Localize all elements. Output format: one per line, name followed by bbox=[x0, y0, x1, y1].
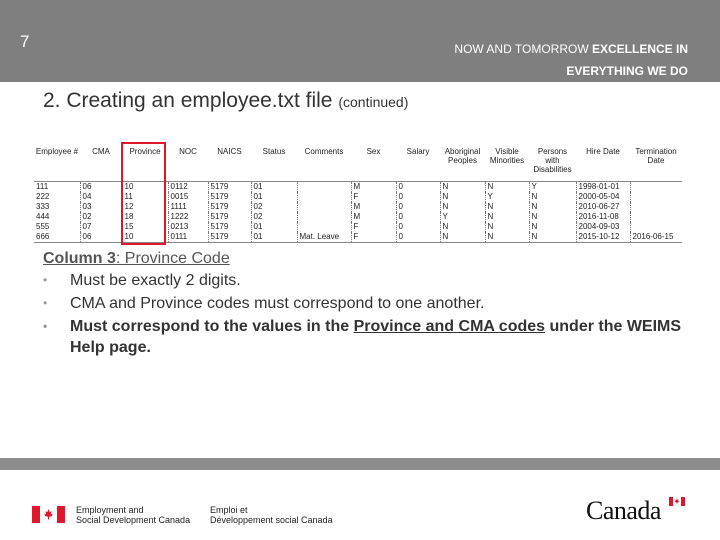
col-salary: Salary bbox=[396, 145, 440, 182]
cell: Y bbox=[440, 212, 485, 222]
canada-flag-icon bbox=[32, 506, 65, 523]
department-en-line1: Employment and bbox=[76, 505, 144, 515]
col-aboriginal: Aboriginal Peoples bbox=[440, 145, 485, 182]
col-termination-date: Termination Date bbox=[630, 145, 682, 182]
cell: 0 bbox=[396, 232, 440, 243]
tagline-bold: EXCELLENCE IN EVERYTHING WE DO bbox=[566, 42, 688, 78]
bullet-item bbox=[43, 316, 693, 358]
col-visible-minorities: Visible Minorities bbox=[485, 145, 529, 182]
tagline bbox=[388, 38, 688, 78]
bullet-dot-icon: • bbox=[43, 319, 48, 333]
cell: Mat. Leave bbox=[297, 232, 351, 243]
cell: Y bbox=[485, 192, 529, 202]
cell: 2015-10-12 bbox=[576, 232, 630, 243]
cell bbox=[630, 202, 682, 212]
cell: 02 bbox=[251, 202, 297, 212]
cell bbox=[297, 182, 351, 193]
col-province: Province bbox=[122, 145, 168, 182]
department-name-fr bbox=[210, 505, 333, 525]
cell: 0 bbox=[396, 182, 440, 193]
cell: F bbox=[351, 222, 396, 232]
bullet-dot-icon: • bbox=[43, 273, 48, 287]
slide-body bbox=[43, 250, 693, 358]
cell: F bbox=[351, 192, 396, 202]
col-cma: CMA bbox=[80, 145, 122, 182]
cell: 0213 bbox=[168, 222, 208, 232]
cell: 10 bbox=[122, 182, 168, 193]
cell: 15 bbox=[122, 222, 168, 232]
cell: 0015 bbox=[168, 192, 208, 202]
column-heading bbox=[43, 250, 693, 268]
cell: 2016-06-15 bbox=[630, 232, 682, 243]
canada-wordmark: Canada bbox=[586, 496, 661, 525]
province-cma-codes-link[interactable]: Province and CMA codes bbox=[353, 318, 546, 335]
bullet-text: CMA and Province codes must correspond to one another. bbox=[70, 295, 485, 312]
cell: 03 bbox=[80, 202, 122, 212]
bullet-text-pre: Must correspond to the values in the bbox=[70, 318, 354, 335]
cell: 2010-06-27 bbox=[576, 202, 630, 212]
bullet-text: Must be exactly 2 digits. bbox=[70, 272, 241, 289]
cell bbox=[630, 212, 682, 222]
cell: M bbox=[351, 212, 396, 222]
cell: N bbox=[529, 222, 576, 232]
cell: 555 bbox=[36, 222, 50, 231]
cell: 0111 bbox=[168, 232, 208, 243]
cell: 02 bbox=[251, 212, 297, 222]
cell: 1222 bbox=[168, 212, 208, 222]
bullet-dot-icon: • bbox=[43, 296, 48, 310]
cell: N bbox=[440, 232, 485, 243]
cell: 06 bbox=[80, 232, 122, 243]
cell: N bbox=[485, 182, 529, 193]
col-status: Status bbox=[251, 145, 297, 182]
cell bbox=[297, 222, 351, 232]
cell: 5179 bbox=[208, 212, 251, 222]
cell: 2000-05-04 bbox=[576, 192, 630, 202]
cell: 18 bbox=[122, 212, 168, 222]
bullet-item bbox=[43, 270, 693, 291]
column-heading-title: : Province Code bbox=[115, 250, 230, 267]
cell: 1111 bbox=[168, 202, 208, 212]
cell: N bbox=[440, 192, 485, 202]
cell: 5179 bbox=[208, 202, 251, 212]
cell: 666 bbox=[34, 232, 80, 243]
cell: 02 bbox=[80, 212, 122, 222]
department-fr-line2: Développement social Canada bbox=[210, 515, 333, 525]
cell: 111 bbox=[36, 182, 49, 191]
col-noc: NOC bbox=[168, 145, 208, 182]
cell: 444 bbox=[36, 212, 50, 221]
cell: 06 bbox=[80, 182, 122, 193]
col-comments: Comments bbox=[297, 145, 351, 182]
col-sex: Sex bbox=[351, 145, 396, 182]
header-banner bbox=[0, 0, 720, 82]
cell: N bbox=[529, 202, 576, 212]
cell: 333 bbox=[36, 202, 50, 211]
cell: N bbox=[529, 212, 576, 222]
cell: 01 bbox=[251, 182, 297, 193]
cell: N bbox=[529, 232, 576, 243]
col-hire-date: Hire Date bbox=[576, 145, 630, 182]
cell: M bbox=[351, 202, 396, 212]
cell: 2016-11-08 bbox=[576, 212, 630, 222]
cell: 2004-09-03 bbox=[576, 222, 630, 232]
department-fr-line1: Emploi et bbox=[210, 505, 248, 515]
col-naics: NAICS bbox=[208, 145, 251, 182]
cell: N bbox=[485, 232, 529, 243]
cell: 0 bbox=[396, 212, 440, 222]
cell bbox=[297, 212, 351, 222]
slide-title-suffix: (continued) bbox=[338, 94, 409, 110]
cell: 1998-01-01 bbox=[576, 182, 630, 193]
cell: N bbox=[440, 202, 485, 212]
footer-bar bbox=[0, 458, 720, 470]
cell: 5179 bbox=[208, 182, 251, 193]
cell: 0 bbox=[396, 202, 440, 212]
cell: N bbox=[485, 212, 529, 222]
cell: N bbox=[485, 202, 529, 212]
cell: 01 bbox=[251, 222, 297, 232]
cell: N bbox=[485, 222, 529, 232]
cell bbox=[297, 202, 351, 212]
cell: M bbox=[351, 182, 396, 193]
slide-title-main: 2. Creating an employee.txt file bbox=[43, 89, 333, 112]
cell: 04 bbox=[80, 192, 122, 202]
cell: 0112 bbox=[168, 182, 208, 193]
col-disabilities: Persons with Disabilities bbox=[529, 145, 576, 182]
cell bbox=[297, 192, 351, 202]
cell: F bbox=[351, 232, 396, 243]
tagline-prefix: NOW AND TOMORROW bbox=[454, 42, 592, 56]
cell bbox=[630, 222, 682, 232]
department-en-line2: Social Development Canada bbox=[76, 515, 191, 525]
slide-title bbox=[43, 89, 408, 113]
cell: 222 bbox=[36, 192, 50, 201]
wordmark-flag-icon bbox=[669, 497, 685, 506]
slide-number: 7 bbox=[20, 32, 30, 51]
cell: Y bbox=[529, 182, 576, 193]
column-heading-label: Column 3 bbox=[43, 250, 116, 267]
cell: 10 bbox=[122, 232, 168, 243]
cell: 11 bbox=[122, 192, 168, 202]
department-name-en bbox=[76, 505, 190, 525]
cell: N bbox=[529, 192, 576, 202]
col-employee-number: Employee # bbox=[34, 145, 80, 182]
cell: 0 bbox=[396, 222, 440, 232]
province-column-highlight bbox=[121, 142, 166, 245]
cell: N bbox=[440, 222, 485, 232]
cell: 12 bbox=[122, 202, 168, 212]
cell: 5179 bbox=[208, 192, 251, 202]
cell: 01 bbox=[251, 192, 297, 202]
cell: N bbox=[440, 182, 485, 193]
bullet-item bbox=[43, 293, 693, 314]
bullet-text-post: under the WEIMS Help page. bbox=[70, 318, 682, 356]
cell: 0 bbox=[396, 192, 440, 202]
cell: 07 bbox=[80, 222, 122, 232]
cell: 01 bbox=[251, 232, 297, 243]
cell bbox=[630, 192, 682, 202]
cell bbox=[630, 182, 682, 193]
cell: 5179 bbox=[208, 222, 251, 232]
cell: 5179 bbox=[208, 232, 251, 243]
